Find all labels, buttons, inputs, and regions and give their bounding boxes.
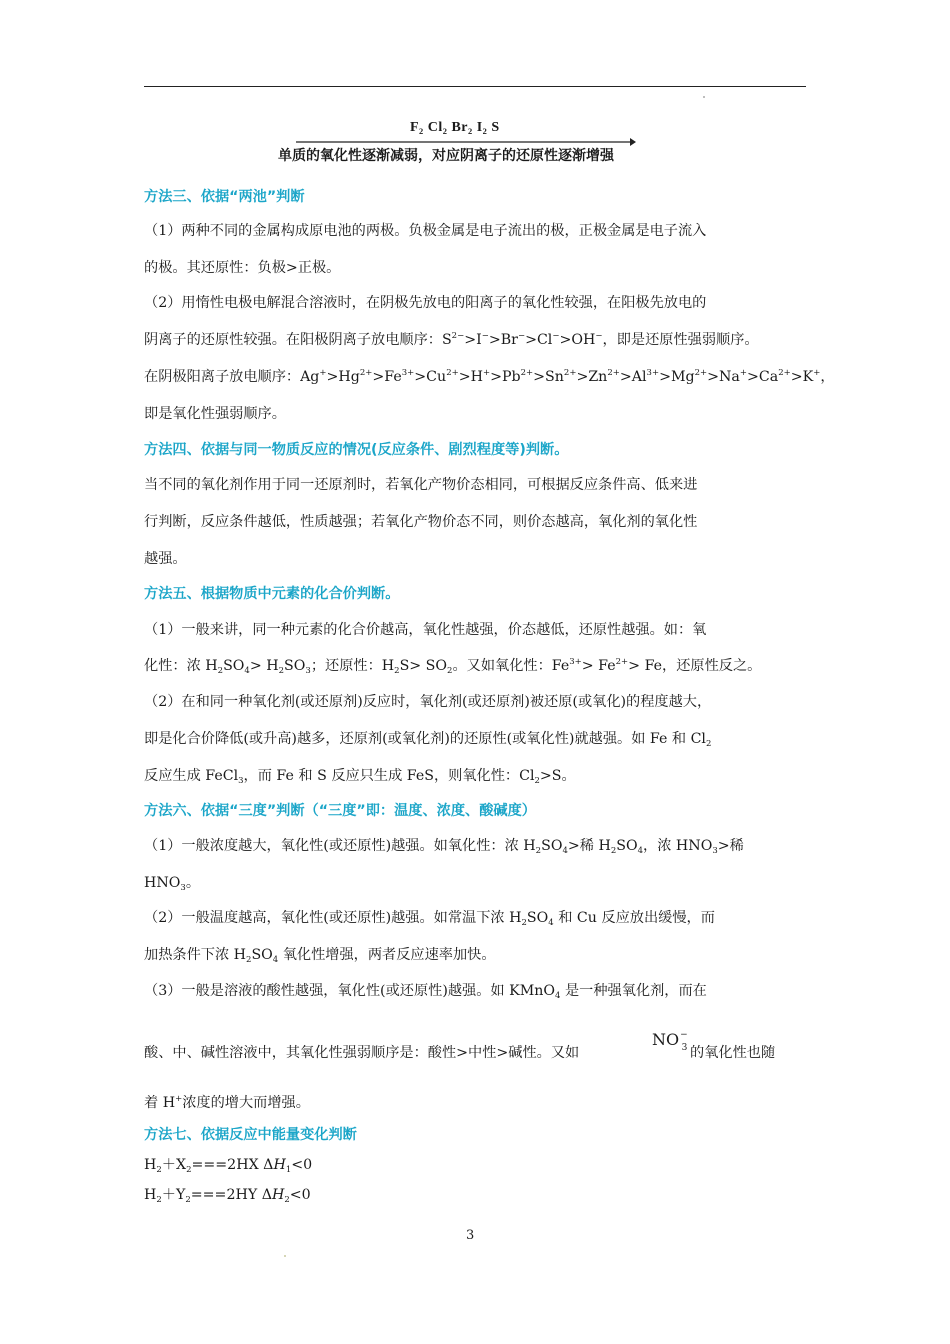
m6-p3-seg-a: （3）一般是溶液的酸性越强，氧化性(或还原性)越强。如 KMnO	[144, 983, 556, 999]
m5-paragraph-2-line-2: 即是化合价降低(或升高)越多，还原剂(或氧化剂)的还原性(或氧化性)就越强。如 Fe 和 $Cl_2$	[144, 731, 712, 749]
m6-p2-seg-b: 和 Cu 反应放出缓慢，而	[553, 910, 715, 926]
anode-discharge-order: 阴离子的还原性较强。在阳极阴离子放电顺序：$S^{2-}>I^->Br^->Cl^->OH^-$，即是还原性强弱顺序。	[144, 331, 759, 348]
m6-p1-seg-d: >稀	[717, 838, 744, 854]
method-4-heading: 方法四、依据与同一物质反应的情况(反应条件、剧烈程度等)判断。	[144, 442, 569, 458]
m6-paragraph-1-line-2: $HNO_3$。	[144, 875, 201, 893]
m5-p2-seg-c: ，而 Fe 和 S 反应只生成 FeS，则氧化性：Cl	[243, 768, 535, 784]
m6-p2-seg-c: 加热条件下浓 H	[144, 947, 247, 963]
m6-paragraph-3-line-2: 酸、中、碱性溶液中，其氧化性强弱顺序是：酸性>中性>碱性。又如	[144, 1045, 580, 1061]
m4-line-1: 当不同的氧化剂作用于同一还原剂时，若氧化产物价态相同，可根据反应条件高、低来进	[144, 477, 698, 493]
scan-speck	[284, 1255, 286, 1257]
m6-p3-seg-b: 是一种强氧化剂，而在	[560, 983, 707, 999]
eq1-seg-d: <0	[291, 1157, 313, 1173]
m5-paragraph-2-line-1: （2）在和同一种氧化剂(或还原剂)反应时，氧化剂(或还原剂)被还原(或氧化)的程度越大，	[144, 694, 712, 710]
m6-p1-seg-f: 。	[185, 875, 201, 891]
eq1-seg-c: ===2HX Δ	[191, 1157, 274, 1173]
m5-p2-seg-b: 反应生成 FeCl	[144, 768, 239, 784]
method-5-heading: 方法五、根据物质中元素的化合价判断。	[144, 586, 400, 602]
m6-p1-seg-c: ，浓 HNO	[643, 838, 713, 854]
anode-order-suffix: ，即是还原性强弱顺序。	[602, 332, 759, 348]
m6-paragraph-2-line-1: （2）一般温度越高，氧化性(或还原性)越强。如常温下浓 $H_2SO_4$ 和 Cu 反应放出缓慢，而	[144, 910, 715, 928]
eq2-seg-c: ===2HY Δ	[190, 1187, 272, 1203]
cathode-order-end: ，	[820, 369, 835, 385]
header-speck	[703, 96, 705, 98]
m6-p1-seg-a: （1）一般浓度越大，氧化性(或还原性)越强。如氧化性：浓 H	[144, 838, 536, 854]
m3-paragraph-2-line-4: 即是氧化性强弱顺序。	[144, 406, 286, 422]
m5-paragraph-1-line-2: 化性：浓 $H_2SO_4> H_2SO_3$；还原性：$H_2S> SO_2$。又如氧化性：$Fe^{3+}> Fe^{2+}> Fe$，还原性反之。	[144, 657, 762, 676]
eq2-seg-d: <0	[289, 1187, 311, 1203]
m6-p1-seg-b: >稀 H	[567, 838, 611, 854]
m3-paragraph-1-line-1: （1）两种不同的金属构成原电池的两极。负极金属是电子流出的极，正极金属是电子流入	[144, 223, 707, 239]
m5-paragraph-2-line-3: 反应生成 FeCl$_3$，而 Fe 和 S 反应只生成 FeS，则氧化性：$Cl_2>S$。	[144, 768, 576, 786]
halogen-series-figure	[278, 120, 678, 168]
method-7-heading: 方法七、依据反应中能量变化判断	[144, 1127, 357, 1143]
m3-paragraph-2-line-1: （2）用惰性电极电解混合溶液时，在阴极先放电的阳离子的氧化性较强，在阳极先放电的	[144, 295, 707, 311]
m5-p1-seg-c: 。又如氧化性：Fe	[452, 658, 570, 674]
m6-paragraph-3-line-3: 着 H+浓度的增大而增强。	[144, 1094, 310, 1111]
m6-paragraph-2-line-2: 加热条件下浓 $H_2SO_4$ 氧化性增强，两者反应速率加快。	[144, 947, 496, 965]
eq2-seg-a: H	[144, 1187, 157, 1203]
figure-element-series: F₂ Cl₂ Br₂ I₂ S	[410, 120, 500, 135]
eq1-seg-b: ＋X	[161, 1157, 187, 1173]
m5-p1-seg-b: ；还原性：H	[310, 658, 395, 674]
m5-p2-seg-d: >S。	[539, 768, 576, 784]
m6-p3-seg-c: 着 H	[144, 1095, 176, 1111]
m5-p1-seg-d: ，还原性反之。	[662, 658, 762, 674]
m4-line-2: 行判断，反应条件越低，性质越强；若氧化产物价态不同，则价态越高，氧化剂的氧化性	[144, 514, 698, 530]
m5-paragraph-1-line-1: （1）一般来讲，同一种元素的化合价越高，氧化性越强，价态越低，还原性越强。如：氧	[144, 622, 707, 638]
nitrate-ion-formula: $NO^-_3$	[652, 1030, 688, 1053]
m6-p2-seg-d: 氧化性增强，两者反应速率加快。	[278, 947, 496, 963]
m6-paragraph-3-line-2-tail: 的氧化性也随	[690, 1045, 776, 1061]
m3-paragraph-1-line-2: 的极。其还原性：负极>正极。	[144, 260, 341, 276]
anode-order-text: 阴离子的还原性较强。在阳极阴离子放电顺序：S	[144, 332, 452, 348]
m5-p2-seg-a: 即是化合价降低(或升高)越多，还原剂(或氧化剂)的还原性(或氧化性)就越强。如 Fe 和 Cl	[144, 731, 706, 747]
header-rule	[144, 86, 806, 87]
cathode-discharge-order: 在阴极阳离子放电顺序：$Ag^+>Hg^{2+}>Fe^{3+}>Cu^{2+}>H^+>Pb^{2+}>Sn^{2+}>Zn^{2+}>Al^{3+}>Mg^{2+}>Na^+>Ca^{2+}>K^+$，	[144, 368, 835, 385]
eq2-seg-b: ＋Y	[161, 1187, 186, 1203]
m5-p1-seg-a: 化性：浓 H	[144, 658, 218, 674]
page-number: 3	[466, 1228, 475, 1243]
figure-caption: 单质的氧化性逐渐减弱，对应阴离子的还原性逐渐增强	[278, 148, 614, 164]
method-3-heading: 方法三、依据“两池”判断	[144, 189, 305, 205]
m6-paragraph-1-line-1: （1）一般浓度越大，氧化性(或还原性)越强。如氧化性：浓 $H_2SO_4>$稀 $H_2SO_4$，浓 $HNO_3>$稀	[144, 838, 744, 856]
m6-paragraph-3-line-1: （3）一般是溶液的酸性越强，氧化性(或还原性)越强。如 KMnO$_4$ 是一种强氧化剂，而在	[144, 983, 707, 1001]
equation-1: $H_2+X_2===2HX$ $\Delta H_1<0$	[144, 1157, 313, 1175]
m4-line-3: 越强。	[144, 551, 187, 567]
cathode-order-text: 在阴极阳离子放电顺序：Ag	[144, 369, 320, 385]
m6-p1-seg-e: HNO	[144, 875, 181, 891]
equation-2: $H_2+Y_2===2HY$ $\Delta H_2<0$	[144, 1187, 311, 1205]
eq1-seg-a: H	[144, 1157, 157, 1173]
method-6-heading: 方法六、依据“三度”判断（“三度”即：温度、浓度、酸碱度）	[144, 803, 536, 819]
m6-p3-seg-d: 浓度的增大而增强。	[182, 1095, 310, 1111]
m6-p2-seg-a: （2）一般温度越高，氧化性(或还原性)越强。如常温下浓 H	[144, 910, 522, 926]
